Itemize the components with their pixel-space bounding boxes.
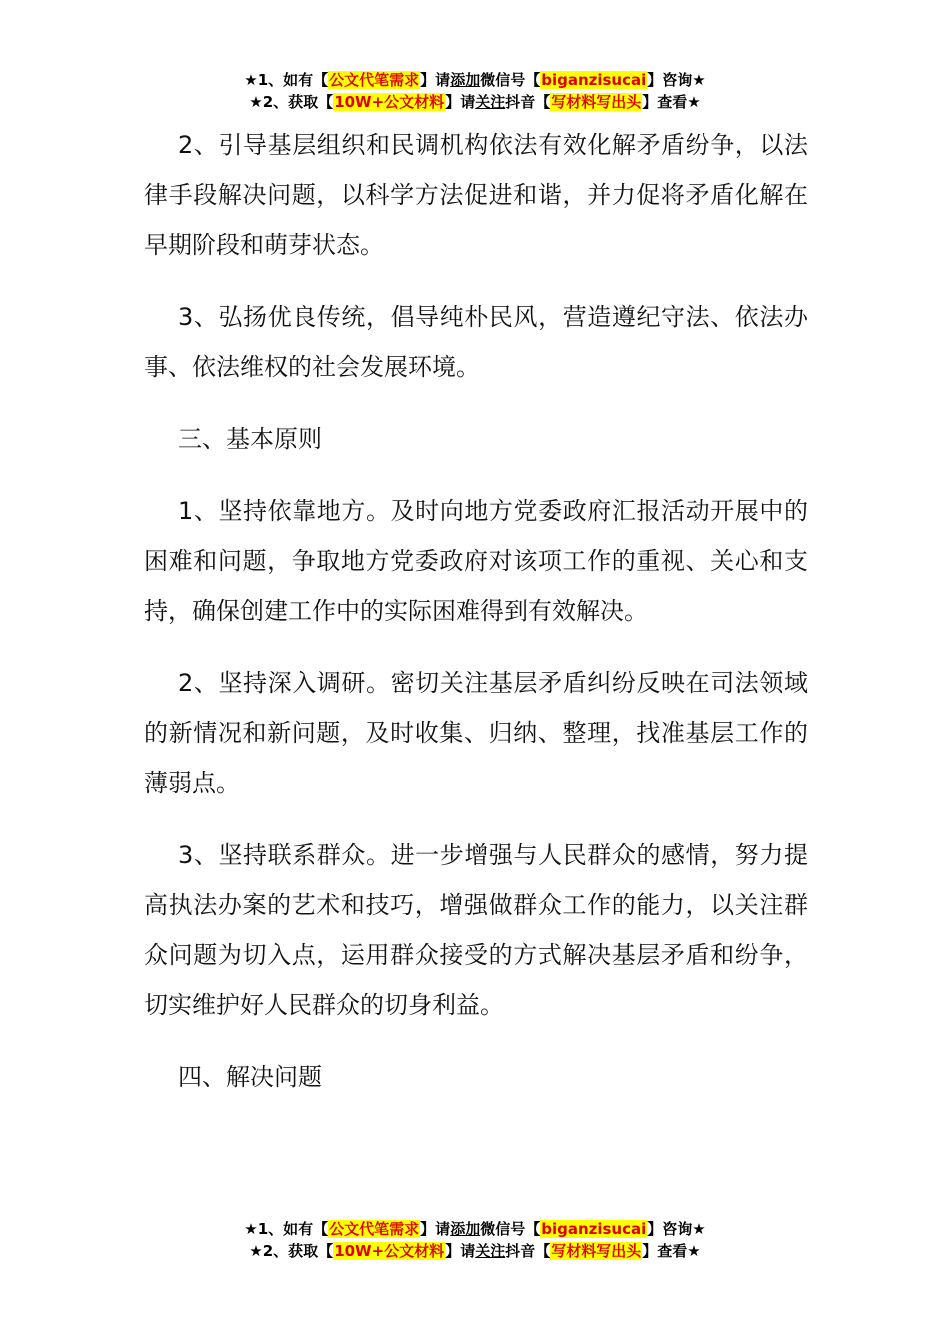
banner-highlight: 10W+公文材料 [334,1242,445,1260]
banner-highlight: 公文代笔需求 [329,1220,420,1238]
paragraph: 3、弘扬优良传统，倡导纯朴民风，营造遵纪守法、依法办事、依法维权的社会发展环境。 [144,303,808,381]
banner-text: 微信号【 [480,1220,541,1238]
banner-text: ★2、获取【 [249,93,334,111]
banner-highlight: biganzisucai [541,1220,647,1238]
banner-text: 】查看★ [642,93,701,111]
banner-text: 抖音【 [505,93,551,111]
banner-text: ★1、如有【 [244,1220,329,1238]
section-heading: 三、基本原则 [178,425,322,453]
banner-text: 】请 [420,71,451,89]
paragraph: 2、坚持深入调研。密切关注基层矛盾纠纷反映在司法领域的新情况和新问题，及时收集、归纳、整理，找准基层工作的薄弱点。 [144,669,808,797]
banner-text: ★2、获取【 [249,1242,334,1260]
document-body [144,120,808,1124]
header-banner [0,69,950,113]
banner-text: 】请 [445,93,476,111]
paragraph: 3、坚持联系群众。进一步增强与人民群众的感情，努力提高执法办案的艺术和技巧，增强做群众工作的能力，以关注群众问题为切入点，运用群众接受的方式解决基层矛盾和纷争，切实维护好人民群众的切身利益。 [144,841,808,1019]
banner-text: 】咨询★ [647,1220,706,1238]
banner-text: 抖音【 [505,1242,551,1260]
section-heading: 四、解决问题 [178,1063,322,1091]
banner-underline: 添加 [450,71,481,89]
banner-text: 】咨询★ [647,71,706,89]
paragraph: 2、引导基层组织和民调机构依法有效化解矛盾纷争，以法律手段解决问题，以科学方法促进和谐，并力促将矛盾化解在早期阶段和萌芽状态。 [144,131,808,259]
banner-underline: 添加 [450,1220,481,1238]
banner-highlight: 10W+公文材料 [334,93,445,111]
paragraph: 1、坚持依靠地方。及时向地方党委政府汇报活动开展中的困难和问题，争取地方党委政府对该项工作的重视、关心和支持，确保创建工作中的实际困难得到有效解决。 [144,497,808,625]
banner-highlight: 写材料写出头 [551,1242,642,1260]
banner-text: 】请 [445,1242,476,1260]
banner-underline: 关注 [475,93,506,111]
banner-highlight: 公文代笔需求 [329,71,420,89]
banner-text: 微信号【 [480,71,541,89]
footer-banner [0,1218,950,1262]
banner-highlight: biganzisucai [541,71,647,89]
banner-underline: 关注 [475,1242,506,1260]
banner-text: ★1、如有【 [244,71,329,89]
banner-line-2 [0,1240,950,1262]
banner-text: 】查看★ [642,1242,701,1260]
banner-highlight: 写材料写出头 [551,93,642,111]
banner-line-1 [0,1218,950,1240]
banner-line-1 [0,69,950,91]
banner-line-2 [0,91,950,113]
banner-text: 】请 [420,1220,451,1238]
